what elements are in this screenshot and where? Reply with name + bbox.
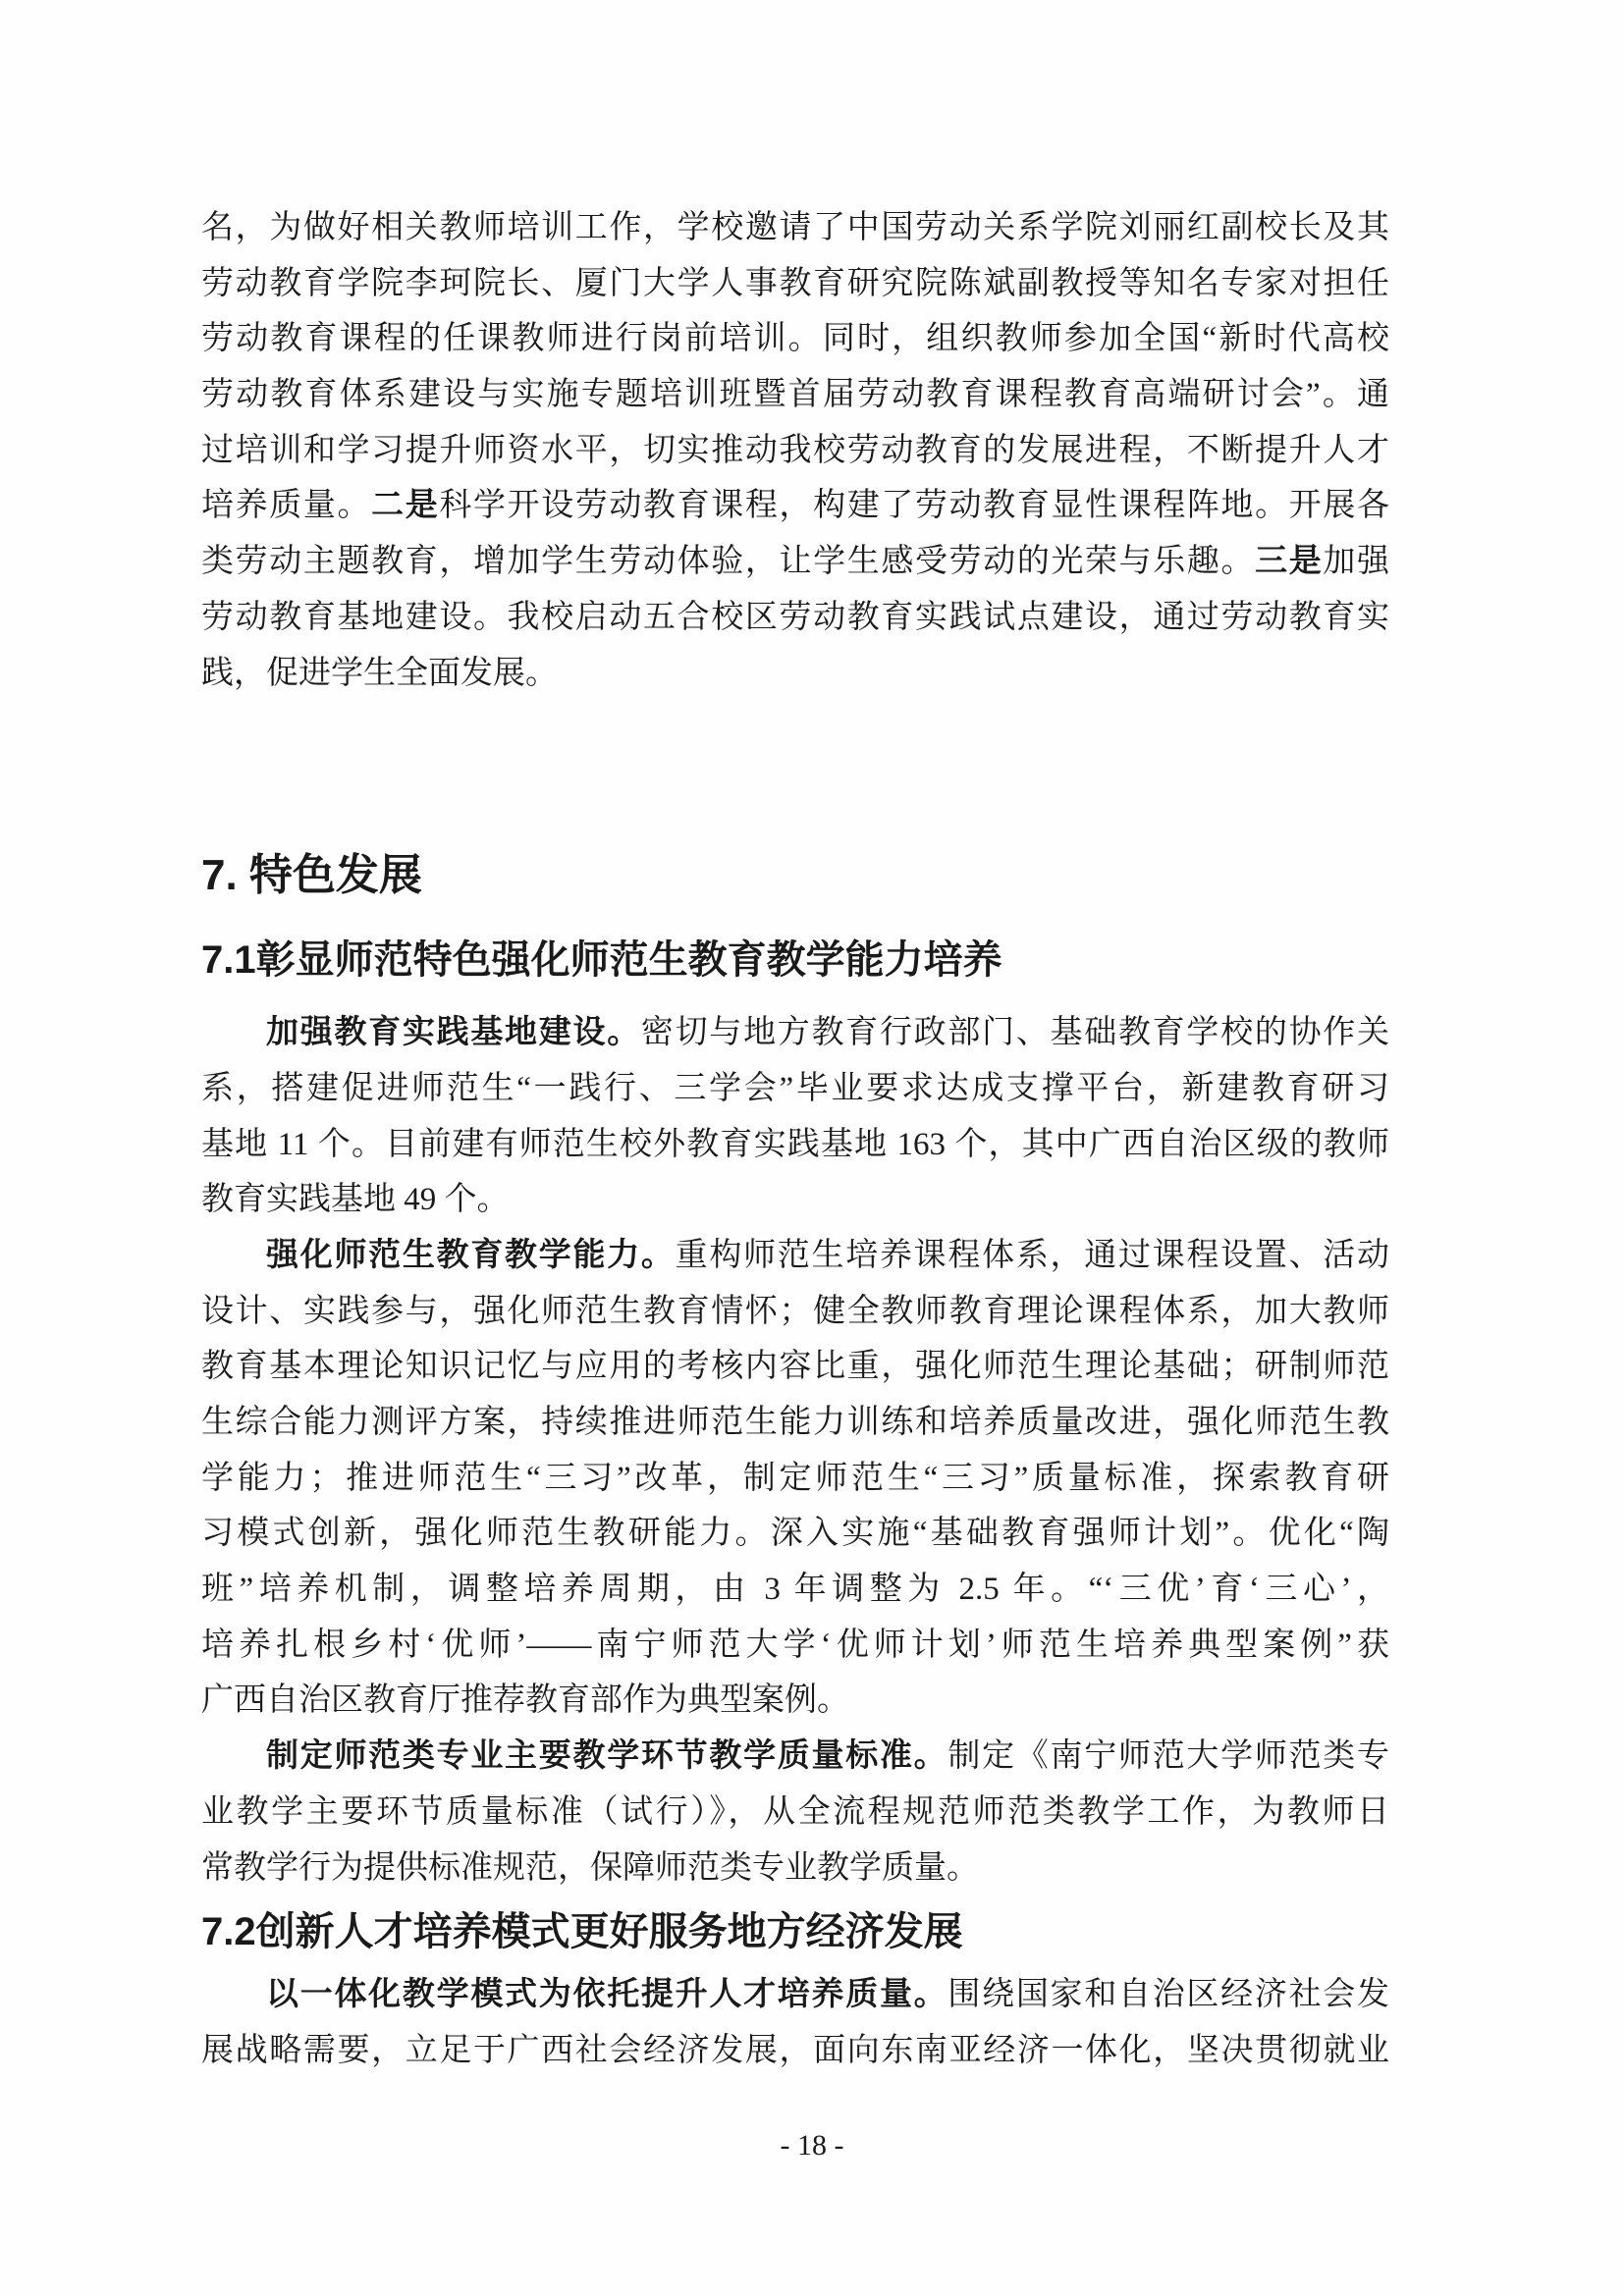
text-line (201, 1785, 1389, 1841)
paragraph (201, 1005, 1389, 1228)
body-text: 常教学行为提供标准规范，保障师范类专业教学质量。 (201, 1849, 979, 1886)
paragraph (201, 200, 1389, 701)
body-text: 劳动教育学院李珂院长、厦门大学人事教育研究院陈斌副教授等知名专家对担任 (201, 265, 1389, 301)
body-text: 设计、实践参与，强化师范生教育情怀；健全教师教育理论课程体系，加大教师 (201, 1293, 1389, 1329)
text-line (201, 423, 1389, 479)
body-text: 教育实践基地 49 个。 (201, 1182, 510, 1218)
document-content (201, 0, 1389, 2079)
text-line (201, 1172, 1389, 1228)
text-line (201, 1506, 1389, 1562)
bold-lead-text: 强化师范生教育教学能力。 (266, 1237, 676, 1273)
paragraph (201, 1967, 1389, 2078)
text-line (201, 646, 1389, 702)
text-line (201, 1729, 1389, 1785)
body-text: 业教学主要环节质量标准（试行）》，从全流程规范师范类教学工作，为教师日 (201, 1793, 1389, 1830)
bold-lead-text: 以一体化教学模式为依托提升人才培养质量。 (266, 1977, 948, 2013)
text-line (201, 1339, 1389, 1395)
subsection-heading: 7.2创新人才培养模式更好服务地方经济发展 (201, 1910, 963, 1954)
body-text: 名，为做好相关教师培训工作，学校邀请了中国劳动关系学院刘丽红副校长及其 (201, 210, 1389, 245)
subsection-heading: 7.1彰显师范特色强化师范生教育教学能力培养 (201, 938, 1002, 983)
body-text: 制定《南宁师范大学师范类专 (947, 1738, 1389, 1775)
body-text: 科学开设劳动教育课程，构建了劳动教育显性课程阵地。开展各 (439, 488, 1389, 524)
text-line (201, 1673, 1389, 1729)
body-text: 学能力；推进师范生“三习”改革，制定师范生“三习”质量标准，探索教育研 (201, 1460, 1389, 1496)
text-line (201, 1967, 1389, 2023)
text-line (201, 1228, 1389, 1284)
text-line (201, 311, 1389, 367)
text-line (201, 1395, 1389, 1451)
body-text: 践，促进学生全面发展。 (201, 655, 558, 691)
text-line (201, 478, 1389, 534)
text-line (201, 200, 1389, 256)
text-line (201, 534, 1389, 590)
bold-lead-text: 加强教育实践基地建设。 (266, 1015, 641, 1051)
body-text: 生综合能力测评方案，持续推进师范生能力训练和培养质量改进，强化师范生教 (201, 1405, 1389, 1440)
body-text: 习模式创新，强化师范生教研能力。深入实施“基础教育强师计划”。优化“陶 (201, 1516, 1389, 1552)
body-text: 培养质量。 (201, 488, 372, 524)
body-text: 展战略需要，立足于广西社会经济发展，面向东南亚经济一体化，坚决贯彻就业 (201, 2032, 1389, 2068)
text-line (201, 2023, 1389, 2079)
body-text: 过培训和学习提升师资水平，切实推动我校劳动教育的发展进程，不断提升人才 (201, 432, 1389, 468)
body-text: 基地 11 个。目前建有师范生校外教育实践基地 163 个，其中广西自治区级的教师 (201, 1126, 1389, 1162)
text-line (201, 1562, 1389, 1618)
text-line (201, 367, 1389, 423)
page-number: - 18 - (780, 2129, 844, 2162)
body-text: 劳动教育基地建设。我校启动五合校区劳动教育实践试点建设，通过劳动教育实 (201, 599, 1389, 635)
text-line (201, 1061, 1389, 1117)
body-text: 围绕国家和自治区经济社会发 (947, 1977, 1389, 2013)
body-text: 广西自治区教育厅推荐教育部作为典型案例。 (201, 1682, 849, 1719)
body-text: 教育基本理论知识记忆与应用的考核内容比重，强化师范生理论基础；研制师范 (201, 1349, 1389, 1385)
body-text: 劳动教育体系建设与实施专题培训班暨首届劳动教育课程教育高端研讨会”。通 (201, 377, 1389, 413)
text-line (201, 1841, 1389, 1896)
bold-lead-text: 三是 (1255, 544, 1324, 580)
section-heading: 7. 特色发展 (201, 851, 422, 900)
body-text: 系，搭建促进师范生“一践行、三学会”毕业要求达成支撑平台，新建教育研习 (201, 1070, 1389, 1106)
text-line (201, 256, 1389, 312)
text-line (201, 1117, 1389, 1173)
paragraph (201, 1729, 1389, 1896)
body-text: 重构师范生培养课程体系，通过课程设置、活动 (675, 1237, 1389, 1273)
body-text: 类劳动主题教育，增加学生劳动体验，让学生感受劳动的光荣与乐趣。 (201, 544, 1256, 580)
text-line (201, 1005, 1389, 1061)
text-line (201, 1451, 1389, 1507)
body-text: 劳动教育课程的任课教师进行岗前培训。同时，组织教师参加全国“新时代高校 (201, 321, 1389, 357)
bold-lead-text: 二是 (371, 488, 440, 524)
body-text: 班”培养机制，调整培养周期，由 3 年调整为 2.5 年。“‘三优’育‘三心’， (201, 1572, 1389, 1608)
body-text: 密切与地方教育行政部门、基础教育学校的协作关 (640, 1015, 1389, 1051)
text-line (201, 1284, 1389, 1340)
body-text: 培养扎根乡村‘优师’——南宁师范大学‘优师计划’师范生培养典型案例”获 (201, 1627, 1389, 1663)
text-line (201, 590, 1389, 646)
body-text: 加强 (1323, 544, 1389, 580)
bold-lead-text: 制定师范类专业主要教学环节教学质量标准。 (266, 1738, 948, 1775)
paragraph (201, 1228, 1389, 1729)
text-line (201, 1618, 1389, 1674)
